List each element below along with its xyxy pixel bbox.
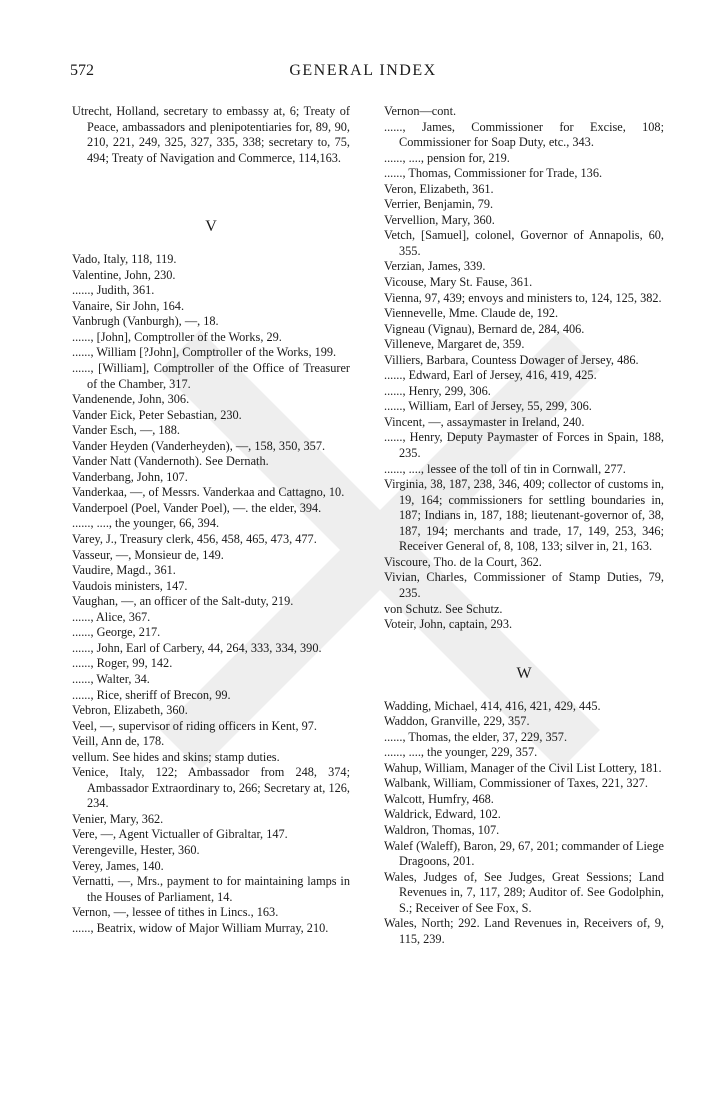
- index-entry: ......, James, Commissioner for Excise, 108; Commissioner for Soap Duty, etc., 343.: [384, 119, 664, 150]
- index-entry: ......, Roger, 99, 142.: [72, 656, 173, 671]
- index-entry: Villiers, Barbara, Countess Dowager of Jersey, 486.: [384, 352, 639, 367]
- index-entry: ......, Judith, 361.: [72, 283, 155, 298]
- index-entry: Walbank, William, Commissioner of Taxes, 221, 327.: [384, 776, 648, 791]
- index-entry: ......, Edward, Earl of Jersey, 416, 419, 425.: [384, 368, 597, 383]
- index-entry: Vincent, —, assaymaster in Ireland, 240.: [384, 414, 585, 429]
- index-entry: Vivian, Charles, Commissioner of Stamp Duties, 79, 235.: [384, 570, 664, 600]
- index-entry: Vaudire, Magd., 361.: [72, 563, 176, 578]
- index-entry: Viscoure, Tho. de la Court, 362.: [384, 554, 542, 569]
- index-entry: Vado, Italy, 118, 119.: [72, 252, 177, 267]
- index-entry: Vander Esch, —, 188.: [72, 423, 180, 438]
- index-entry: ......, Henry, 299, 306.: [384, 383, 491, 398]
- index-entry: Venice, Italy, 122; Ambassador from 248, 374; Ambassador Extraordinary to, 266; Secretary at, 126, 234.: [72, 765, 350, 811]
- right-column: [384, 104, 664, 947]
- index-entry: Voteir, John, captain, 293.: [384, 617, 513, 632]
- index-entry: von Schutz. See Schutz.: [384, 601, 503, 616]
- index-entry: ......, Beatrix, widow of Major William Murray, 210.: [72, 920, 329, 935]
- index-entry: Valentine, John, 230.: [72, 267, 176, 282]
- index-entry: Vernatti, —, Mrs., payment to for maintaining lamps in the Houses of Parliament, 14.: [72, 874, 350, 904]
- index-entry: ......, Walter, 34.: [72, 671, 150, 686]
- index-entry: Vanaire, Sir John, 164.: [72, 298, 185, 313]
- index-entry: Veron, Elizabeth, 361.: [384, 181, 494, 196]
- index-entry: ......, William [?John], Comptroller of the Works, 199.: [72, 345, 337, 360]
- index-entry: ......, Rice, sheriff of Brecon, 99.: [72, 687, 231, 702]
- index-entry: Vander Natt (Vandernoth). See Dernath.: [72, 454, 269, 469]
- index-entry: Vervellion, Mary, 360.: [384, 212, 495, 227]
- index-entry: Vander Heyden (Vanderheyden), —, 158, 350, 357.: [72, 438, 326, 453]
- index-entry: Wales, North; 292. Land Revenues in, Receivers of, 9, 115, 239.: [384, 916, 664, 946]
- index-entry: Vander Eick, Peter Sebastian, 230.: [72, 407, 242, 422]
- index-entry: ......, [William], Comptroller of the Office of Treasurer of the Chamber, 317.: [72, 361, 350, 391]
- index-entry: Vere, —, Agent Victualler of Gibraltar, 147.: [72, 827, 288, 842]
- index-entry: Vernon, —, lessee of tithes in Lincs., 163.: [72, 905, 279, 920]
- index-entry: Vasseur, —, Monsieur de, 149.: [72, 547, 224, 562]
- index-entry: Walef (Waleff), Baron, 29, 67, 201; commander of Liege Dragoons, 201.: [384, 838, 664, 869]
- index-entry: Vanbrugh (Vanburgh), —, 18.: [72, 314, 219, 329]
- section-letter-w: W: [516, 664, 532, 682]
- index-entry: Virginia, 38, 187, 238, 346, 409; collector of customs in, 19, 164; commissioners for settling boundaries in, 187; Indians in, 187, 188; lieutenant-governor of, 38, 187, 194; merchants and trade, 17, 149, 253, 346; Receiver General of, 8, 108, 133; silver in, 21, 163.: [384, 477, 664, 554]
- index-entry: Waldrick, Edward, 102.: [384, 807, 501, 822]
- index-entry: ......, John, Earl of Carbery, 44, 264, 333, 334, 390.: [72, 640, 322, 655]
- index-entry: Vandenende, John, 306.: [72, 392, 190, 407]
- index-entry: ......, [John], Comptroller of the Works, 29.: [72, 329, 282, 344]
- index-entry: ......, Henry, Deputy Paymaster of Forces in Spain, 188, 235.: [384, 430, 664, 461]
- index-entry: ......, ...., pension for, 219.: [384, 150, 510, 165]
- page-number: 572: [70, 62, 94, 79]
- index-entry: Vanderpoel (Poel, Vander Poel), —. the elder, 394.: [72, 500, 322, 515]
- index-entry: Vaughan, —, an officer of the Salt-duty, 219.: [72, 594, 294, 609]
- index-entry: vellum. See hides and skins; stamp duties.: [72, 749, 280, 764]
- index-entry: Veel, —, supervisor of riding officers in Kent, 97.: [72, 718, 317, 733]
- index-entry: Walcott, Humfry, 468.: [384, 791, 494, 806]
- index-entry-utrecht: Utrecht, Holland, secretary to embassy at, 6; Treaty of Peace, ambassadors and plenipotentiaries for, 89, 90, 210, 221, 249, 325, 327, 335, 338; secretary to, 75, 494; Treaty of Navigation and Commerce, 114,163.: [72, 104, 350, 165]
- index-entry: Waldron, Thomas, 107.: [384, 822, 500, 837]
- index-entry: Vebron, Elizabeth, 360.: [72, 703, 188, 718]
- index-entry: Vigneau (Vignau), Bernard de, 284, 406.: [384, 321, 585, 336]
- index-entry: Verrier, Benjamin, 79.: [384, 197, 494, 212]
- left-column: [72, 104, 350, 936]
- section-letter-v: V: [205, 218, 217, 236]
- index-entry: Vetch, [Samuel], colonel, Governor of Annapolis, 60, 355.: [384, 228, 664, 258]
- index-entry: ......, Alice, 367.: [72, 609, 151, 624]
- index-entry: ......, ...., the younger, 229, 357.: [384, 745, 538, 760]
- index-entry: Verey, James, 140.: [72, 858, 164, 873]
- index-entry: Viennevelle, Mme. Claude de, 192.: [384, 306, 559, 321]
- running-head: GENERAL INDEX: [289, 62, 437, 79]
- index-entry: ......, ...., lessee of the toll of tin in Cornwall, 277.: [384, 461, 626, 476]
- index-entry: Verengeville, Hester, 360.: [72, 842, 200, 857]
- index-entry: ......, George, 217.: [72, 625, 161, 640]
- index-entry: Waddon, Granville, 229, 357.: [384, 714, 530, 729]
- index-entry: Wales, Judges of, See Judges, Great Sessions; Land Revenues in, 7, 117, 289; Auditor of. See Godolphin, S.; Receiver of See Fox, S.: [384, 869, 664, 915]
- index-entry-continued: Vernon—cont.: [384, 104, 457, 118]
- index-entry: Vanderbang, John, 107.: [72, 469, 188, 484]
- index-entry: Verzian, James, 339.: [384, 259, 486, 274]
- index-entry: Vienna, 97, 439; envoys and ministers to, 124, 125, 382.: [384, 290, 662, 305]
- index-entry: Vaudois ministers, 147.: [72, 578, 188, 593]
- index-entry: ......, Thomas, Commissioner for Trade, 136.: [384, 166, 603, 181]
- index-entry: Wadding, Michael, 414, 416, 421, 429, 445.: [384, 698, 601, 713]
- index-entry: Villeneve, Margaret de, 359.: [384, 337, 525, 352]
- index-entry: Vicouse, Mary St. Fause, 361.: [384, 275, 533, 290]
- index-entry: ......, ...., the younger, 66, 394.: [72, 516, 220, 531]
- index-entry: Vanderkaa, —, of Messrs. Vanderkaa and Cattagno, 10.: [72, 485, 345, 500]
- index-entry: Veill, Ann de, 178.: [72, 734, 165, 749]
- index-entry: ......, Thomas, the elder, 37, 229, 357.: [384, 729, 568, 744]
- index-entry: ......, William, Earl of Jersey, 55, 299, 306.: [384, 399, 592, 414]
- index-entry: Wahup, William, Manager of the Civil List Lottery, 181.: [384, 760, 662, 775]
- index-entry: Varey, J., Treasury clerk, 456, 458, 465, 473, 477.: [72, 532, 317, 547]
- index-entry: Venier, Mary, 362.: [72, 811, 164, 826]
